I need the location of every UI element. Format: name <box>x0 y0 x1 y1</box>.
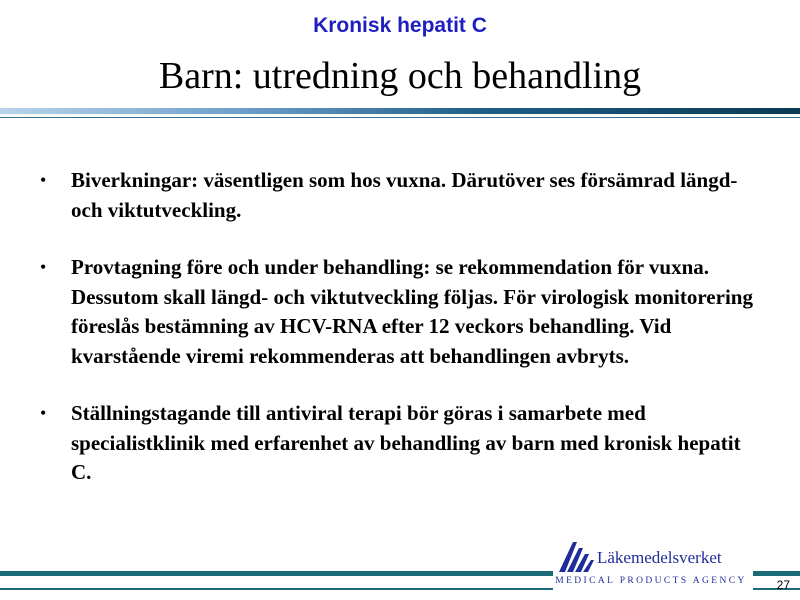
title-divider <box>0 108 800 114</box>
logo-agency: MEDICAL PRODUCTS AGENCY <box>555 576 747 586</box>
bullet-icon: • <box>40 170 47 190</box>
bullet-icon: • <box>40 403 47 423</box>
slide-title: Barn: utredning och behandling <box>158 55 642 97</box>
bullet-item <box>40 253 760 371</box>
title-divider-thin <box>0 117 800 118</box>
bullet-text: Provtagning före och under behandling: se rekommendation för vuxna. Dessutom skall längd- och viktutveckling följas. För virologisk monitorering föreslås bestämning av HCV-RNA efter 12 veckors behandling. Vid kvarstående viremi rekommenderas att behandlingen avbryts. <box>71 255 753 368</box>
bullet-icon: • <box>40 257 47 277</box>
bullet-list <box>40 166 760 516</box>
page-number: 27 <box>776 578 790 592</box>
bullet-item <box>40 166 760 225</box>
header-title: Kronisk hepatit C <box>313 14 487 37</box>
bullet-item <box>40 399 760 488</box>
bullet-text: Biverkningar: väsentligen som hos vuxna. Därutöver ses försämrad längd- och viktutveckling. <box>71 168 738 222</box>
agency-logo-icon <box>557 540 595 574</box>
agency-logo <box>553 540 753 596</box>
logo-name: Läkemedelsverket <box>597 548 722 567</box>
bullet-text: Ställningstagande till antiviral terapi bör göras i samarbete med specialistklinik med erfarenhet av behandling av barn med kronisk hepatit C. <box>71 401 741 484</box>
